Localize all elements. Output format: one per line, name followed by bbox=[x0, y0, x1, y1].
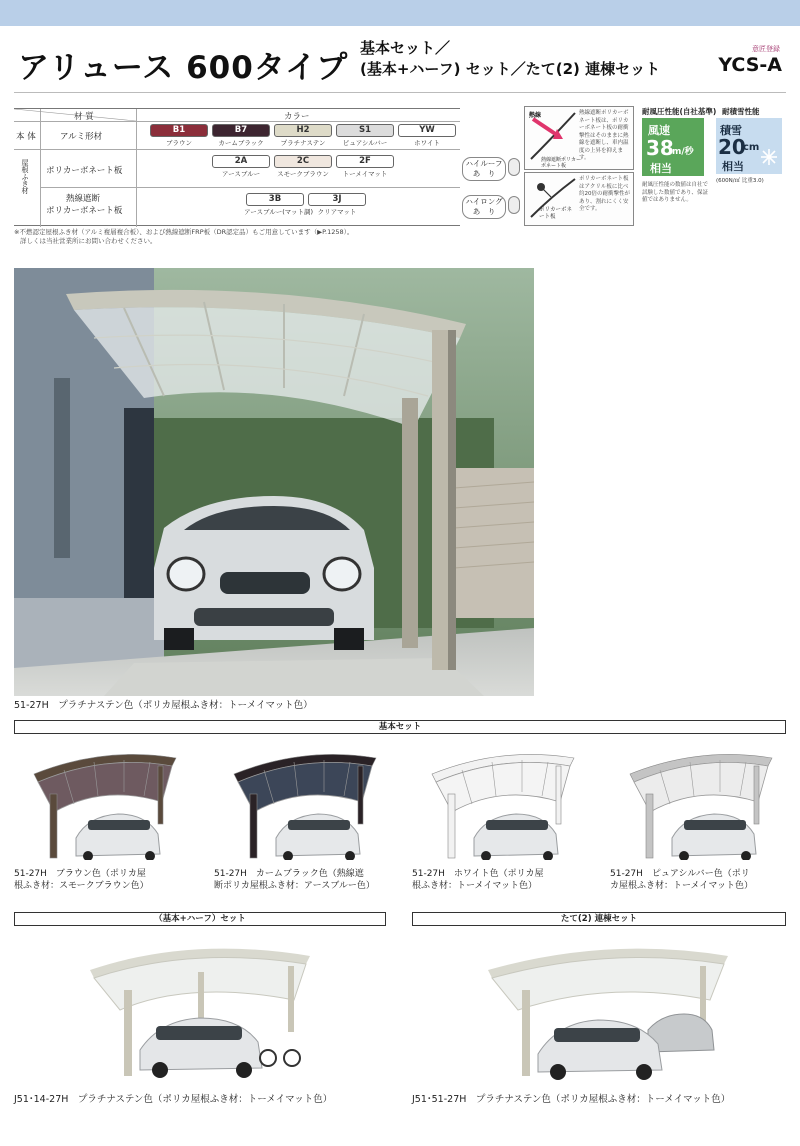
snow-note: (600N/㎡ 比重3.0) bbox=[716, 178, 764, 184]
body-row-label: 本 体 bbox=[16, 132, 36, 142]
color-chip-h2: H2 bbox=[274, 124, 332, 137]
color-chip-3j: 3J bbox=[308, 193, 366, 206]
tate-set-caption: J51･51-27H プラチナステン色（ポリカ屋根ふき材：トーメイマット色） bbox=[412, 1094, 731, 1105]
product-title: アリュース 600タイプ bbox=[18, 50, 349, 86]
polycarbonate-material-label: ポリカーボネート板 bbox=[46, 166, 123, 176]
spec-table bbox=[14, 108, 503, 226]
aluminum-material-label: アルミ形材 bbox=[60, 132, 103, 142]
basic-set-thumbnail bbox=[610, 740, 786, 860]
table-divider bbox=[136, 109, 137, 227]
thumbnail-caption: 51-27H カームブラック色（熱線遮 断ポリカ屋根ふき材：アースブルー色） bbox=[214, 869, 375, 891]
thumbnail-caption: 51-27H ピュアシルバー色（ポリ カ屋根ふき材：トーメイマット色） bbox=[610, 869, 754, 891]
section-basic-set: 基本セット bbox=[14, 720, 786, 734]
tag-slot-icon bbox=[508, 196, 520, 214]
product-subtitle bbox=[360, 38, 660, 80]
half-set-caption: J51･14-27H プラチナステン色（ポリカ屋根ふき材：トーメイマット色） bbox=[14, 1094, 333, 1105]
table-divider bbox=[40, 187, 460, 188]
car-illustration bbox=[154, 496, 374, 650]
material-column-header: 材 質 bbox=[74, 112, 94, 122]
color-chip-2a: 2A bbox=[212, 155, 270, 168]
roof-row-label: 屋根ふき材 bbox=[21, 159, 29, 194]
design-registration-label: 意匠登録 bbox=[752, 45, 780, 53]
table-divider bbox=[14, 149, 460, 150]
heat-shield-text: 熱線遮断ポリカーボネート板は、ポリカーボネート板の耐衝撃性はそのままに熱線を遮断し、車内温度の上昇を抑えます。 bbox=[579, 110, 629, 161]
table-divider bbox=[40, 109, 41, 227]
main-photo-caption: 51-27H プラチナステン色（ポリカ屋根ふき材：トーメイマット色） bbox=[14, 700, 313, 711]
wind-performance-title: 耐風圧性能(自社基準) bbox=[642, 107, 717, 116]
wind-value: 38 bbox=[646, 136, 674, 160]
polycarbonate-info-box bbox=[524, 172, 634, 226]
spec-footnote: ※不燃認定屋根ふき材（アルミ複層複合板）、および熱線遮断FRP板（DR認定品）もご用意しています（▶P.1258）。 詳しくは当社営業所にお問い合わせください。 bbox=[14, 228, 354, 245]
high-roof-tag: ハイルーフ あ り bbox=[462, 157, 506, 181]
color-chip-2c: 2C bbox=[274, 155, 332, 168]
color-chip-b7: B7 bbox=[212, 124, 270, 137]
color-chip-caption: カームブラック bbox=[218, 139, 264, 147]
subtitle-line-1: 基本セット／ bbox=[360, 39, 451, 57]
heat-shield-info-box bbox=[524, 106, 634, 170]
polycarbonate-label: ポリカーボネート板 bbox=[539, 207, 572, 220]
heat-material-label-2: ポリカーボネート板 bbox=[46, 206, 123, 216]
model-code: YCS-A bbox=[718, 54, 782, 76]
snow-performance-box: 積雪 20 cm 相当 bbox=[716, 118, 782, 174]
wind-performance-box: 風速 38 m/秒 相当 bbox=[642, 118, 704, 176]
heat-material-label-1: 熱線遮断 bbox=[66, 194, 101, 204]
color-chip-yw: YW bbox=[398, 124, 456, 137]
snowflake-icon bbox=[760, 148, 778, 166]
section-half-set: （基本+ハーフ）セット bbox=[14, 912, 386, 926]
tate-set-photo bbox=[478, 930, 738, 1080]
color-chip-caption: スモークブラウン bbox=[277, 170, 329, 178]
heat-shield-label: 熱線遮断ポリカーボネート板 bbox=[541, 157, 581, 169]
polycarbonate-text: ポリカーボネート板はアクリル板に比べ約20倍の耐衝撃性があり、割れにくく安全です。 bbox=[579, 176, 630, 212]
color-column-header: カラー bbox=[284, 112, 310, 122]
color-chip-s1: S1 bbox=[336, 124, 394, 137]
color-chip-caption: アースブルー(マット調) bbox=[244, 208, 314, 216]
color-chip-3b: 3B bbox=[246, 193, 304, 206]
basic-set-thumbnail bbox=[412, 740, 588, 860]
heat-label: 熱線 bbox=[529, 112, 542, 119]
thumbnail-caption: 51-27H ブラウン色（ポリカ屋 根ふき材：スモークブラウン色） bbox=[14, 869, 149, 891]
color-chip-caption: クリアマット bbox=[317, 208, 357, 216]
half-set-photo bbox=[80, 930, 320, 1080]
section-tate-set: たて(2) 連棟セット bbox=[412, 912, 786, 926]
wind-note: 耐風圧性能の数値は自社で試験した数値であり、保証値ではありません。 bbox=[642, 182, 709, 203]
color-chip-caption: ピュアシルバー bbox=[342, 139, 388, 147]
color-chip-caption: ホワイト bbox=[414, 139, 440, 147]
thumbnail-caption: 51-27H ホワイト色（ポリカ屋 根ふき材：トーメイマット色） bbox=[412, 869, 544, 891]
title-row bbox=[14, 34, 786, 88]
basic-set-thumbnail bbox=[14, 740, 190, 860]
top-color-band bbox=[0, 0, 800, 26]
title-divider bbox=[14, 92, 786, 93]
color-chip-caption: トーメイマット bbox=[342, 170, 388, 178]
color-chip-caption: アースブルー bbox=[221, 170, 261, 178]
subtitle-line-2: (基本+ハーフ) セット／たて(2) 連棟セット bbox=[360, 60, 661, 78]
snow-performance-title: 耐積雪性能 bbox=[722, 107, 760, 116]
basic-set-thumbnail bbox=[214, 740, 390, 860]
snow-value: 20 bbox=[718, 135, 746, 159]
main-carport-photo bbox=[14, 268, 534, 696]
color-chip-caption: プラチナステン bbox=[280, 139, 326, 147]
tag-slot-icon bbox=[508, 158, 520, 176]
color-chip-2f: 2F bbox=[336, 155, 394, 168]
carport-scene-illustration bbox=[14, 268, 534, 696]
high-long-tag: ハイロング あ り bbox=[462, 195, 506, 219]
color-chip-b1: B1 bbox=[150, 124, 208, 137]
color-chip-caption: ブラウン bbox=[166, 139, 192, 147]
